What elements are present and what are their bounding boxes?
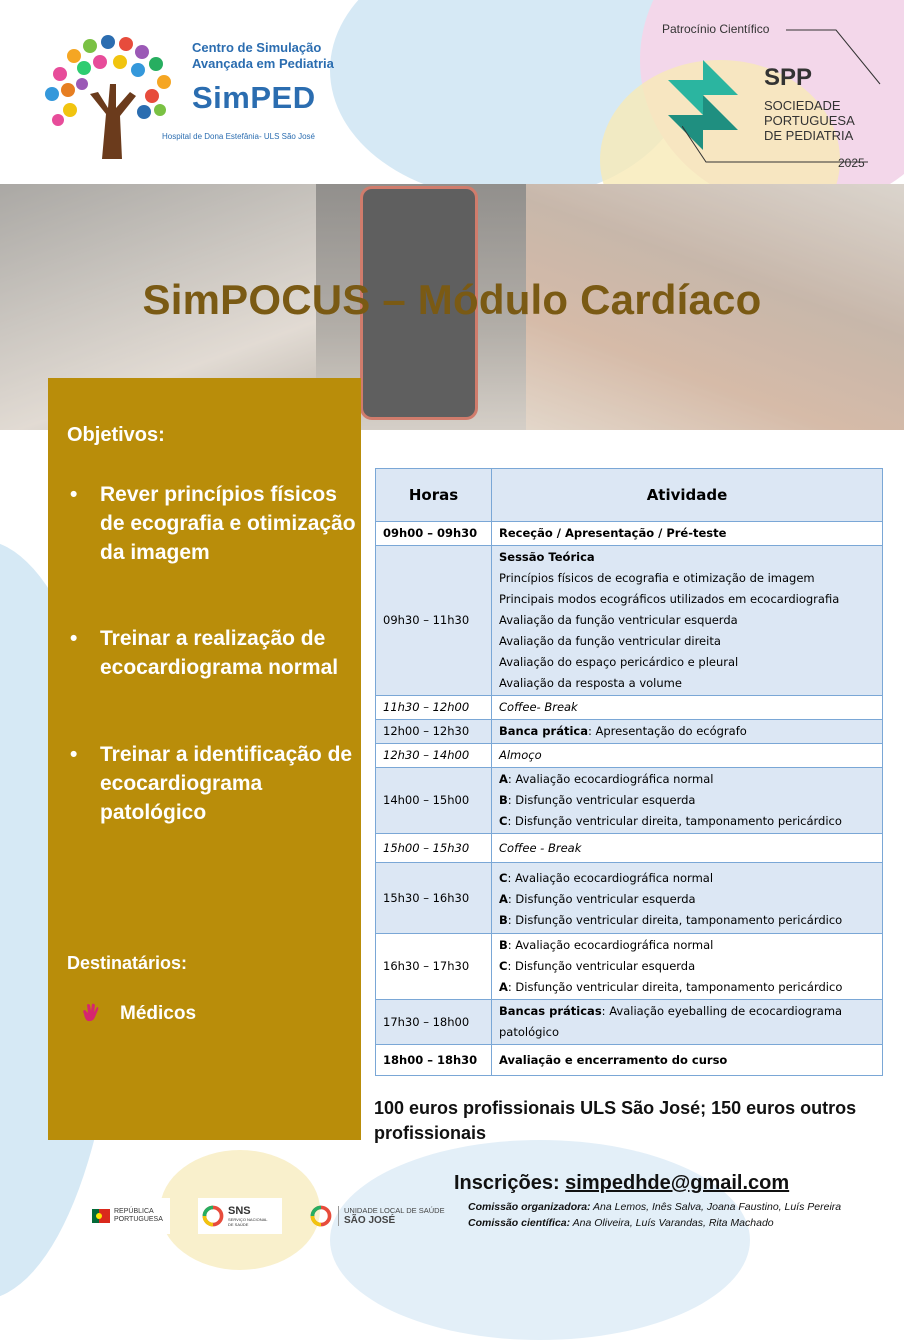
session-title: Sessão Teórica (499, 550, 595, 564)
scientific-committee (468, 1217, 774, 1229)
station-text: : Disfunção ventricular esquerda (507, 959, 696, 973)
objective-text: Treinar a identificação de ecocardiograma patológico (100, 743, 353, 824)
simped-brand (162, 40, 334, 141)
station-line (499, 935, 875, 956)
spp-abbr: SPP (764, 64, 813, 91)
table-row (376, 1045, 883, 1076)
registration-label: Inscrições: (454, 1172, 566, 1194)
uls-logo (310, 1198, 460, 1234)
activity-cell (492, 863, 883, 934)
table-row (376, 720, 883, 744)
session-line: Princípios físicos de ecografia e otimização de imagem (499, 571, 815, 585)
station-text: : Disfunção ventricular direita, tamponamento pericárdico (507, 980, 843, 994)
activity-cell: Coffee- Break (492, 696, 883, 720)
activity-cell: Coffee - Break (492, 834, 883, 863)
time-cell: 12h30 – 14h00 (376, 744, 492, 768)
uls-line-1: UNIDADE LOCAL DE SAÚDE (344, 1206, 445, 1215)
sns-logo (198, 1198, 282, 1234)
activity-cell: Receção / Apresentação / Pré-teste (492, 522, 883, 546)
station-key: B (499, 913, 508, 927)
station-text: : Disfunção ventricular direita, tamponamento pericárdico (507, 814, 842, 828)
station-text: : Avaliação ecocardiográfica normal (507, 871, 714, 885)
activity-cell (492, 934, 883, 1000)
activity-bold: Bancas práticas (499, 1004, 602, 1018)
sns-abbr: SNS (228, 1205, 251, 1217)
sponsor-label: Patrocínio Científico (662, 22, 770, 36)
station-key: B (499, 938, 508, 952)
station-line (499, 868, 875, 889)
station-text: : Avaliação ecocardiográfica normal (507, 938, 714, 952)
table-row (376, 744, 883, 768)
table-row (376, 696, 883, 720)
activity-cell (492, 768, 883, 834)
course-title: SimPOCUS – Módulo Cardíaco (142, 276, 762, 323)
committee-label: Comissão científica: (468, 1217, 571, 1229)
audience-heading: Destinatários: (67, 953, 188, 973)
station-key: B (499, 793, 508, 807)
activity-cell (492, 546, 883, 696)
station-line (499, 811, 875, 832)
station-key: A (499, 980, 508, 994)
sns-ring-icon (202, 1205, 224, 1227)
column-header-activity: Atividade (492, 469, 883, 522)
spp-line-1: SOCIEDADE (764, 98, 841, 113)
spp-line-2: PORTUGUESA (764, 113, 855, 128)
station-key: A (499, 892, 508, 906)
time-cell: 09h00 – 09h30 (376, 522, 492, 546)
station-line (499, 790, 875, 811)
station-text: : Disfunção ventricular esquerda (507, 892, 696, 906)
republica-logo (86, 1198, 170, 1234)
station-text: : Disfunção ventricular esquerda (507, 793, 696, 807)
committee-names: Ana Lemos, Inês Salva, Joana Faustino, Luís Pereira (590, 1201, 842, 1213)
time-cell: 09h30 – 11h30 (376, 546, 492, 696)
session-line: Avaliação do espaço pericárdico e pleural (499, 655, 739, 669)
session-line: Avaliação da função ventricular direita (499, 634, 721, 648)
registration-email-link[interactable]: simpedhde@gmail.com (565, 1172, 790, 1194)
activity-cell: Almoço (492, 744, 883, 768)
time-cell: 16h30 – 17h30 (376, 934, 492, 1000)
objectives-panel (48, 378, 361, 1140)
objective-text: Rever princípios físicos de ecografia e otimização da imagem (100, 483, 356, 564)
activity-cell (492, 720, 883, 744)
uls-line-2: SÃO JOSÉ (344, 1215, 396, 1226)
uls-ring-icon (310, 1205, 332, 1227)
org-line-2: Avançada em Pediatria (192, 56, 334, 71)
time-cell: 18h00 – 18h30 (376, 1045, 492, 1076)
org-line-1: Centro de Simulação (192, 40, 322, 55)
audience-item: Médicos (120, 1003, 197, 1024)
station-key: C (499, 959, 508, 973)
station-key: C (499, 871, 508, 885)
activity-bold: Banca prática (499, 724, 588, 738)
simped-tree-logo (40, 34, 180, 164)
objectives-heading: Objetivos: (67, 424, 165, 446)
sponsor-block (646, 18, 896, 178)
sns-sub: SERVIÇO NACIONAL DE SAÚDE (228, 1217, 268, 1227)
bg-blob-blue-bottom (330, 1140, 750, 1340)
table-row (376, 546, 883, 696)
registration (454, 1172, 789, 1195)
bullet-icon: • (70, 743, 78, 766)
table-header-row (376, 469, 883, 522)
objective-text: Treinar a realização de ecocardiograma normal (100, 627, 339, 679)
committee-label: Comissão organizadora: (468, 1201, 591, 1213)
org-name: SimPED (192, 80, 316, 115)
table-row (376, 1000, 883, 1045)
rp-line-1: REPÚBLICA (114, 1208, 154, 1215)
column-header-hours: Horas (376, 469, 492, 522)
spp-line-3: DE PEDIATRIA (764, 128, 854, 143)
time-cell: 15h30 – 16h30 (376, 863, 492, 934)
activity-text: : Apresentação do ecógrafo (587, 724, 747, 738)
org-hospital: Hospital de Dona Estefânia- ULS São José (162, 132, 315, 141)
station-line (499, 910, 875, 931)
portugal-flag-icon (92, 1207, 110, 1225)
time-cell: 15h00 – 15h30 (376, 834, 492, 863)
bullet-icon: • (70, 483, 78, 506)
bullet-icon: • (70, 627, 78, 650)
time-cell: 17h30 – 18h00 (376, 1000, 492, 1045)
station-line (499, 977, 875, 998)
table-row (376, 863, 883, 934)
price-info: 100 euros profissionais ULS São José; 150 euros outros profissionais (374, 1098, 857, 1143)
station-line (499, 769, 875, 790)
station-line (499, 889, 875, 910)
session-line: Principais modos ecográficos utilizados em ecocardiografia (499, 592, 840, 606)
table-row (376, 522, 883, 546)
time-cell: 12h00 – 12h30 (376, 720, 492, 744)
schedule-table (375, 468, 883, 1076)
session-line: Avaliação da resposta a volume (499, 676, 682, 690)
activity-cell: Avaliação e encerramento do curso (492, 1045, 883, 1076)
hand-icon (80, 1002, 102, 1024)
table-row (376, 934, 883, 1000)
organizing-committee (468, 1201, 841, 1213)
spp-year: 2025 (838, 156, 865, 170)
station-text: : Disfunção ventricular direita, tamponamento pericárdico (507, 913, 843, 927)
session-line: Avaliação da função ventricular esquerda (499, 613, 738, 627)
activity-cell (492, 1000, 883, 1045)
committee-names: Ana Oliveira, Luís Varandas, Rita Machado (570, 1217, 774, 1229)
rp-line-2: PORTUGUESA (114, 1216, 163, 1223)
station-key: C (499, 814, 508, 828)
table-row (376, 768, 883, 834)
time-cell: 14h00 – 15h00 (376, 768, 492, 834)
time-cell: 11h30 – 12h00 (376, 696, 492, 720)
table-row (376, 834, 883, 863)
station-text: : Avaliação ecocardiográfica normal (507, 772, 714, 786)
station-line (499, 956, 875, 977)
station-key: A (499, 772, 508, 786)
activity-text: : Avaliação eyeballing de ecocardiograma patológico (499, 1004, 843, 1039)
